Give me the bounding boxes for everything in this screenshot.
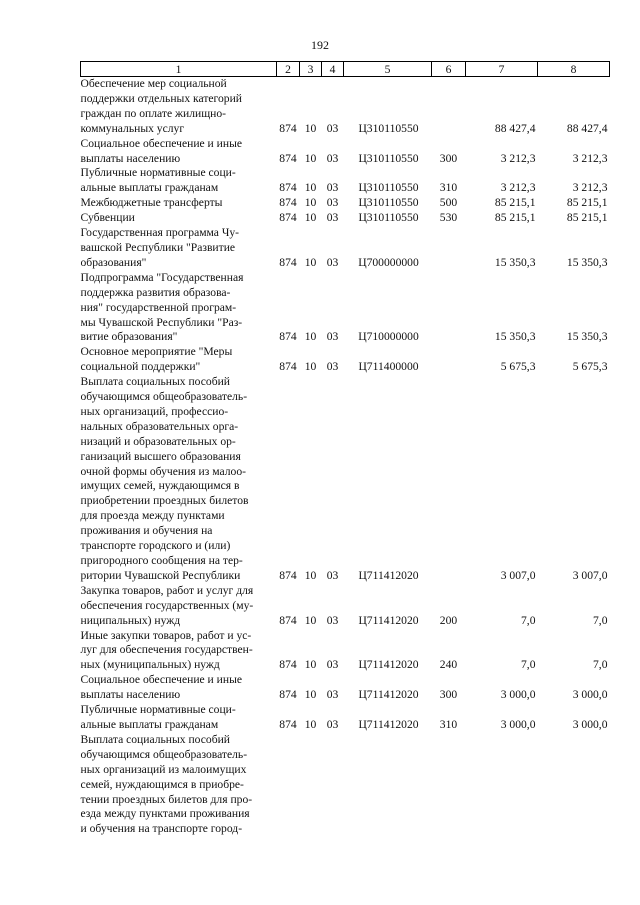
table-row: [81, 137, 610, 167]
table-row: [81, 271, 610, 346]
row-name: Обеспечение мер социальной поддержки отдельных категорий граждан по оплате жилищно- коммунальных услуг: [80, 77, 243, 135]
row-ministry-code: 874: [279, 568, 297, 582]
row-amount-1: 7,0: [521, 658, 536, 672]
header-col-1: 1: [81, 62, 277, 77]
row-amount-1: 88 427,4: [494, 121, 536, 135]
table-row: [81, 375, 610, 584]
row-section-code: 10: [304, 360, 317, 374]
table-row: [81, 703, 610, 733]
row-subsection-code: [322, 733, 344, 837]
row-section-code: 10: [304, 151, 317, 165]
row-target-article: Ц710000000: [358, 330, 419, 344]
row-expense-type: 530: [439, 211, 458, 225]
table-row: [81, 77, 610, 137]
row-amount-2: 5 675,3: [572, 360, 608, 374]
row-expense-type: [432, 733, 466, 837]
row-name: Подпрограмма "Государственная поддержка развития образова- ния" государственной програм- мы Чувашской Республики "Раз- витие образования": [80, 270, 244, 344]
header-col-3: 3: [300, 62, 322, 77]
row-subsection-code: 03: [326, 121, 339, 135]
row-amount-2: 85 215,1: [566, 211, 608, 225]
row-amount-2: 15 350,3: [566, 255, 608, 269]
row-amount-2: 15 350,3: [566, 330, 608, 344]
row-name: Выплата социальных пособий обучающимся общеобразователь- ных организаций из малоимущих семей, нуждающимся в приобре- тении проездных билетов для про- езда между пунктами проживания и обучения на транспорте город-: [80, 732, 253, 836]
row-target-article: Ц711412020: [358, 568, 419, 582]
row-name: Социальное обеспечение и иные выплаты населению: [80, 136, 243, 165]
table-row: [81, 166, 610, 196]
row-target-article: Ц711400000: [358, 360, 419, 374]
row-name: Государственная программа Чу- вашской Республики "Развитие образования": [80, 226, 240, 269]
table-body: [81, 77, 610, 838]
row-name: Субвенции: [80, 211, 135, 225]
row-section-code: 10: [304, 181, 317, 195]
row-target-article: Ц310110550: [358, 121, 419, 135]
row-amount-1: 15 350,3: [494, 330, 536, 344]
row-section-code: 10: [304, 613, 317, 627]
row-amount-1: 3 212,3: [500, 151, 536, 165]
header-row: [81, 62, 610, 77]
header-col-6: 6: [432, 62, 466, 77]
row-target-article: [344, 733, 432, 837]
row-ministry-code: [277, 733, 300, 837]
row-expense-type: [432, 271, 466, 346]
row-ministry-code: 874: [279, 360, 297, 374]
row-ministry-code: 874: [279, 658, 297, 672]
row-section-code: 10: [304, 568, 317, 582]
row-amount-2: 7,0: [593, 613, 608, 627]
row-expense-type: 310: [439, 181, 458, 195]
row-expense-type: 300: [439, 688, 458, 702]
row-ministry-code: 874: [279, 688, 297, 702]
row-target-article: Ц711412020: [358, 613, 419, 627]
row-expense-type: [432, 345, 466, 375]
row-name: Иные закупки товаров, работ и ус- луг для обеспечения государствен- ных (муниципальных) нужд: [80, 628, 253, 672]
row-expense-type: 500: [439, 196, 458, 210]
row-name: Социальное обеспечение и иные выплаты населению: [80, 673, 243, 702]
row-ministry-code: 874: [279, 613, 297, 627]
row-subsection-code: 03: [326, 613, 339, 627]
row-amount-2: 85 215,1: [566, 196, 608, 210]
row-amount-1: 3 212,3: [500, 181, 536, 195]
budget-table: [80, 61, 610, 837]
header-col-5: 5: [344, 62, 432, 77]
row-expense-type: 310: [439, 717, 458, 731]
row-subsection-code: 03: [326, 211, 339, 225]
row-name: Закупка товаров, работ и услуг для обеспечения государственных (му- ниципальных) нужд: [80, 583, 254, 627]
row-subsection-code: 03: [326, 255, 339, 269]
row-ministry-code: 874: [279, 330, 297, 344]
row-amount-1: 85 215,1: [494, 196, 536, 210]
row-section-code: 10: [304, 255, 317, 269]
table-row: [81, 673, 610, 703]
row-section-code: 10: [304, 688, 317, 702]
header-col-2: 2: [277, 62, 300, 77]
row-target-article: Ц711412020: [358, 688, 419, 702]
row-ministry-code: 874: [279, 151, 297, 165]
row-subsection-code: 03: [326, 568, 339, 582]
row-ministry-code: 874: [279, 121, 297, 135]
row-ministry-code: 874: [279, 196, 297, 210]
row-amount-2: 3 000,0: [572, 688, 608, 702]
row-target-article: Ц711412020: [358, 717, 419, 731]
row-target-article: Ц310110550: [358, 151, 419, 165]
row-name: Межбюджетные трансферты: [80, 196, 223, 210]
row-name: Публичные нормативные соци- альные выплаты гражданам: [80, 166, 236, 195]
row-name: Публичные нормативные соци- альные выплаты гражданам: [80, 703, 236, 731]
row-amount-2: 3 007,0: [572, 568, 608, 582]
table-row: [81, 584, 610, 629]
row-expense-type: [432, 77, 466, 137]
row-section-code: 10: [304, 211, 317, 225]
row-expense-type: [432, 226, 466, 271]
row-section-code: 10: [304, 658, 317, 672]
row-subsection-code: 03: [326, 658, 339, 672]
row-amount-1: 3 000,0: [500, 688, 536, 702]
table-row: [81, 733, 610, 837]
row-subsection-code: 03: [326, 360, 339, 374]
row-subsection-code: 03: [326, 688, 339, 702]
page-number: 192: [311, 38, 329, 52]
row-amount-2: 3 212,3: [572, 151, 608, 165]
row-amount-1: 7,0: [521, 613, 536, 627]
header-col-4: 4: [322, 62, 344, 77]
row-ministry-code: 874: [279, 255, 297, 269]
row-expense-type: [432, 375, 466, 584]
table-row: [81, 629, 610, 674]
row-amount-1: 5 675,3: [500, 360, 536, 374]
row-section-code: 10: [304, 330, 317, 344]
row-ministry-code: 874: [279, 181, 297, 195]
row-ministry-code: 874: [279, 717, 297, 731]
row-section-code: 10: [304, 121, 317, 135]
row-amount-2: [538, 733, 610, 837]
table-row: [81, 345, 610, 375]
header-col-7: 7: [466, 62, 538, 77]
table-row: [81, 196, 610, 211]
row-amount-2: 7,0: [593, 658, 608, 672]
row-amount-1: 3 007,0: [500, 568, 536, 582]
row-ministry-code: 874: [279, 211, 297, 225]
row-subsection-code: 03: [326, 717, 339, 731]
row-name: Основное мероприятие "Меры социальной поддержки": [80, 345, 233, 374]
row-target-article: Ц310110550: [358, 196, 419, 210]
row-amount-1: 15 350,3: [494, 255, 536, 269]
row-target-article: Ц700000000: [358, 255, 419, 269]
row-expense-type: 300: [439, 151, 458, 165]
header-col-8: 8: [538, 62, 610, 77]
row-amount-1: 3 000,0: [500, 717, 536, 731]
row-amount-2: 88 427,4: [566, 121, 608, 135]
row-section-code: [300, 733, 322, 837]
row-target-article: Ц310110550: [358, 181, 419, 195]
row-amount-2: 3 000,0: [572, 717, 608, 731]
row-amount-1: 85 215,1: [494, 211, 536, 225]
row-target-article: Ц310110550: [358, 211, 419, 225]
row-name: Выплата социальных пособий обучающимся общеобразователь- ных организаций, профессио- нальных образовательных орга- низаций и образовательных ор- ганизаций высшего образования очной формы обучения из малоо- имущих семей, нуждающимся в приобретении проездных билетов для проезда между пунктами проживания и обучения на транспорте городского и (или) пригородного сообщения на тер- ритории Чувашской Республики: [80, 375, 249, 582]
row-target-article: Ц711412020: [358, 658, 419, 672]
row-expense-type: 240: [439, 658, 458, 672]
row-subsection-code: 03: [326, 151, 339, 165]
row-section-code: 10: [304, 196, 317, 210]
row-amount-1: [466, 733, 538, 837]
row-subsection-code: 03: [326, 330, 339, 344]
table-row: [81, 211, 610, 226]
table-row: [81, 226, 610, 271]
row-subsection-code: 03: [326, 196, 339, 210]
row-amount-2: 3 212,3: [572, 181, 608, 195]
row-subsection-code: 03: [326, 181, 339, 195]
row-section-code: 10: [304, 717, 317, 731]
row-expense-type: 200: [439, 613, 458, 627]
